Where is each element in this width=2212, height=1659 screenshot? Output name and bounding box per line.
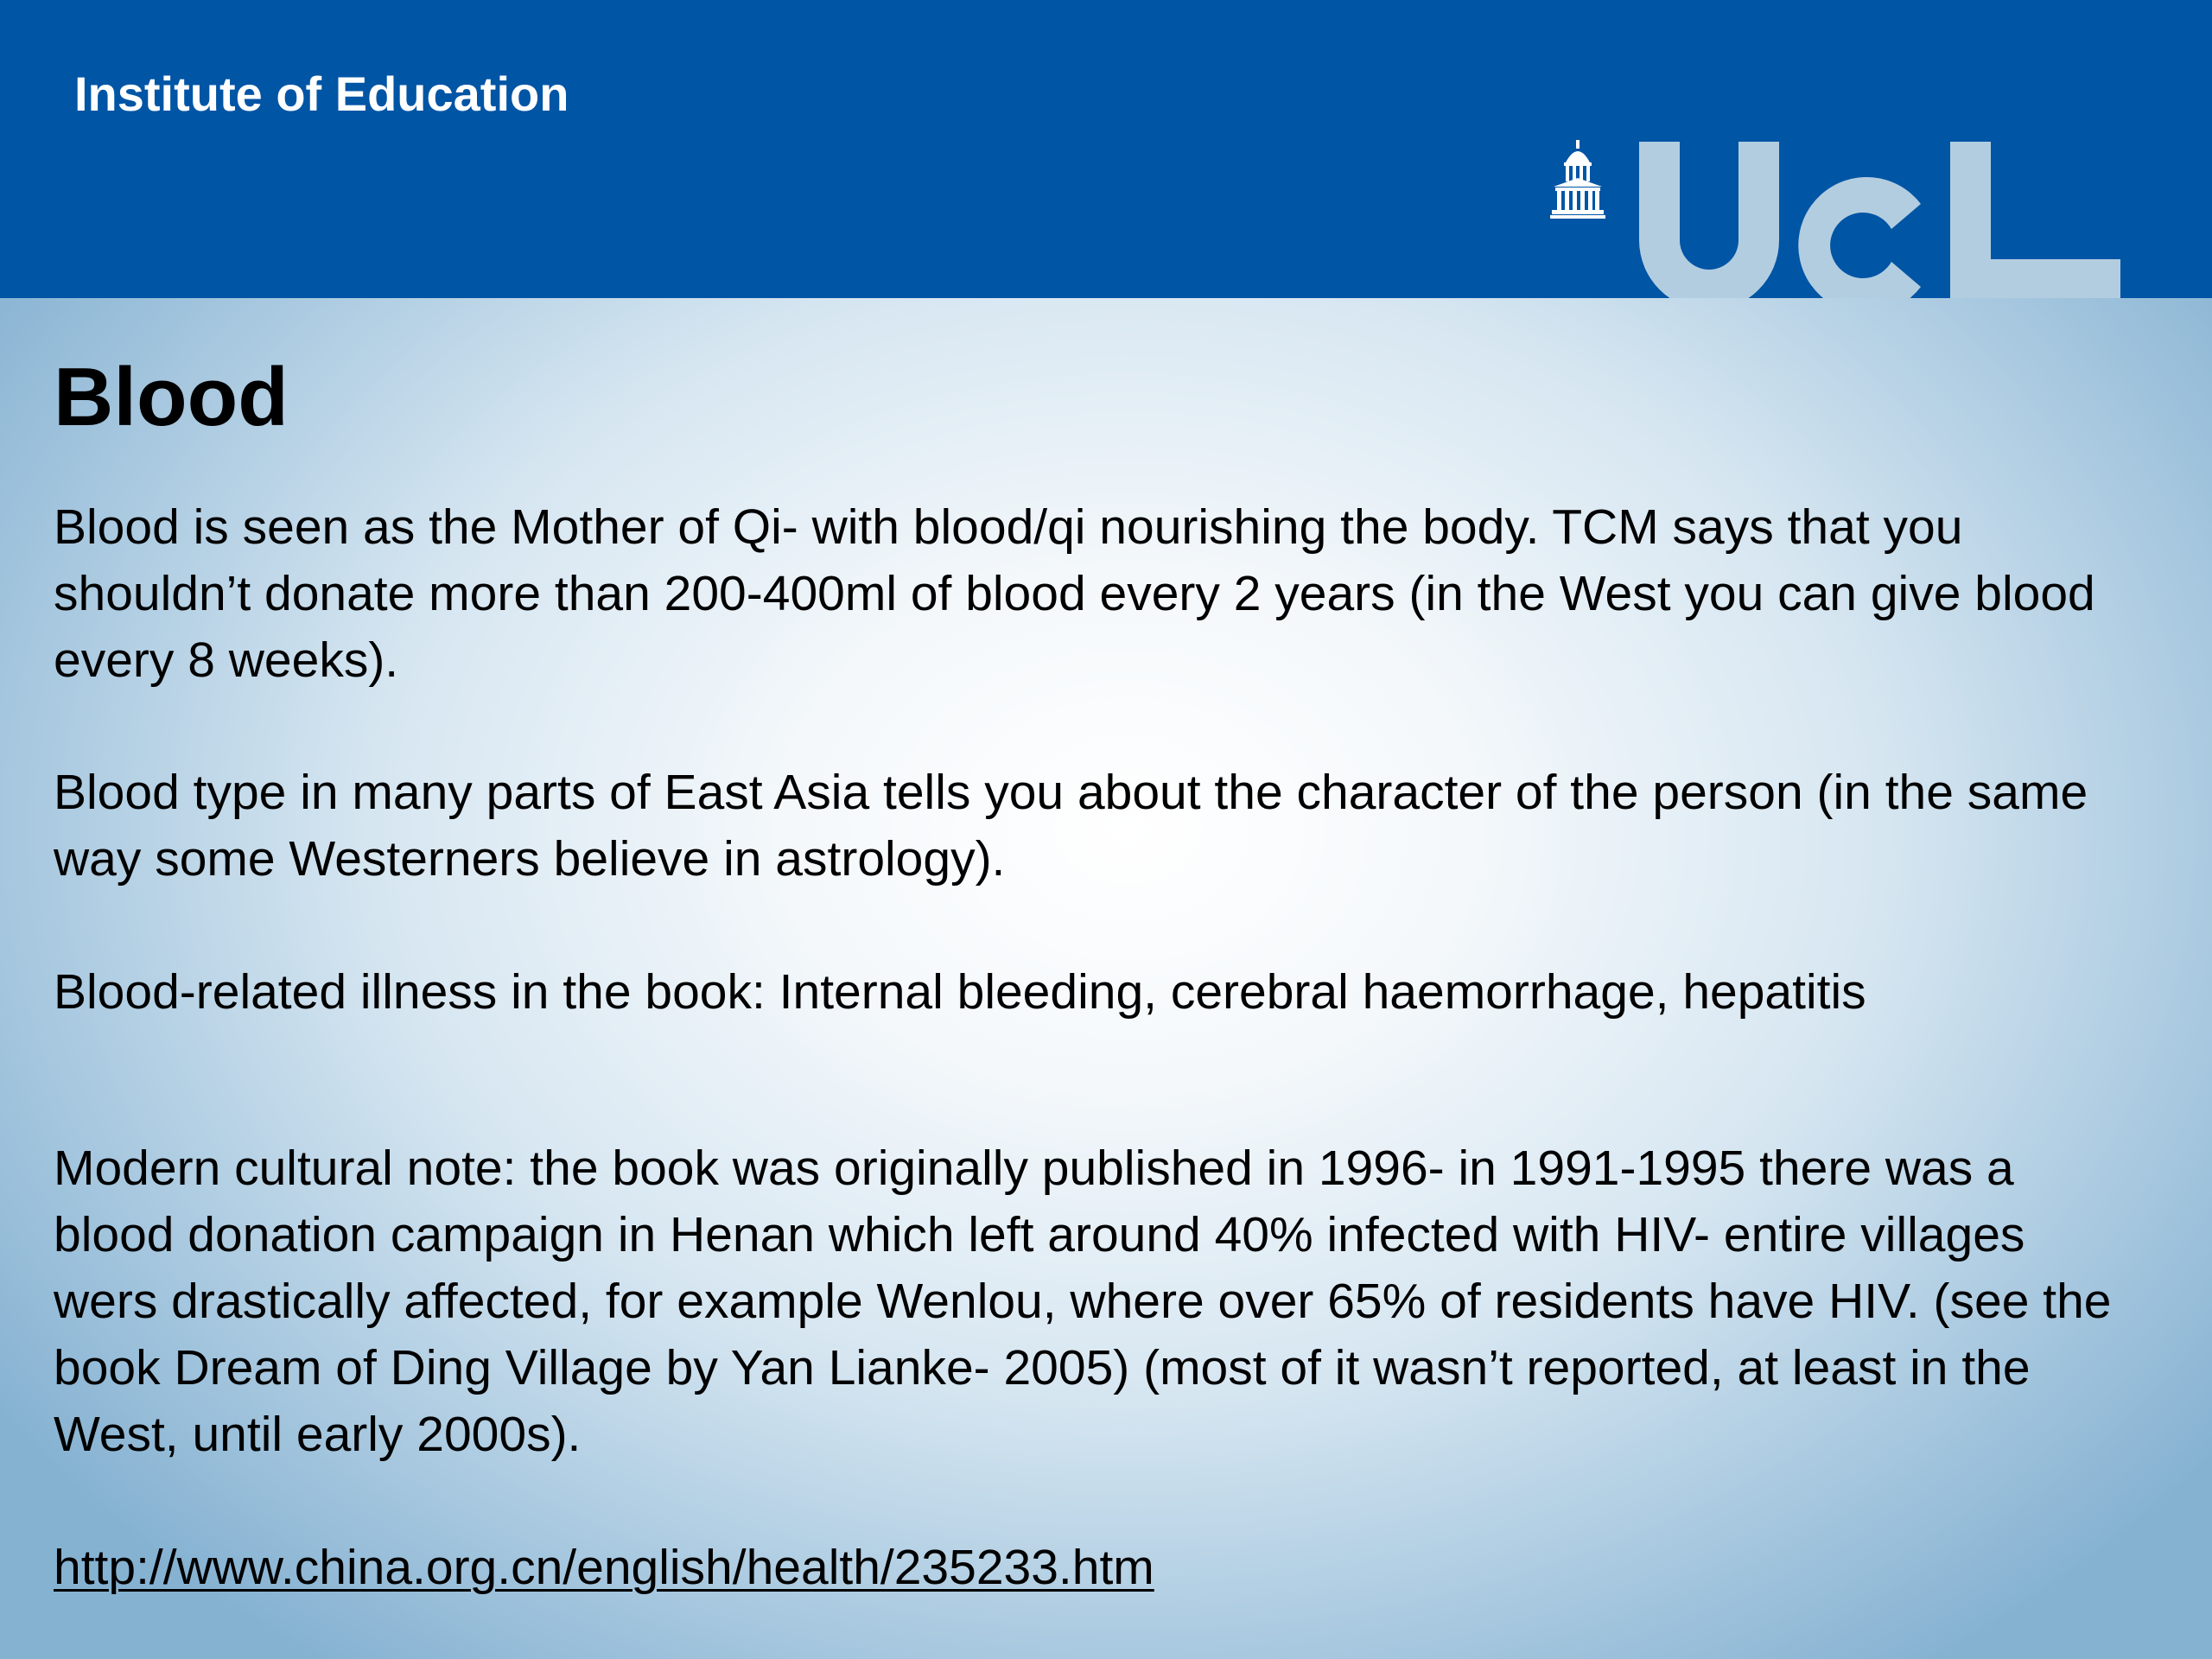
paragraph-mother-of-qi: Blood is seen as the Mother of Qi- with blood/qi nourishing the body. TCM says that you shouldn’t donate more than 200-400ml of blood every 2 years (in the West you can give blood every 8 weeks).: [54, 499, 2095, 688]
slide-header: [0, 0, 2212, 298]
paragraph-blood-type: Blood type in many parts of East Asia tells you about the character of the person (in the same way some Westerners believe in astrology).: [54, 765, 2088, 887]
source-link[interactable]: http://www.china.org.cn/english/health/235233.htm: [54, 1540, 1154, 1595]
portico-dome-icon: [1550, 140, 1605, 219]
institute-name: Institute of Education: [74, 67, 569, 121]
ucl-logo: [1547, 138, 2134, 298]
paragraph-blood-illness: Blood-related illness in the book: Internal bleeding, cerebral haemorrhage, hepatitis: [54, 964, 1866, 1020]
slide-title: Blood: [54, 351, 289, 443]
paragraph-cultural-note: Modern cultural note: the book was originally published in 1996- in 1991-1995 there was a blood donation campaign in Henan which left around 40% infected with HIV- entire villages wers drastically affected, for example Wenlou, where over 65% of residents have HIV. (see the book Dream of Ding Village by Yan Lianke- 2005) (most of it wasn’t reported, at least in the West, until early 2000s).: [54, 1141, 2112, 1462]
ucl-wordmark: [1639, 142, 2120, 298]
